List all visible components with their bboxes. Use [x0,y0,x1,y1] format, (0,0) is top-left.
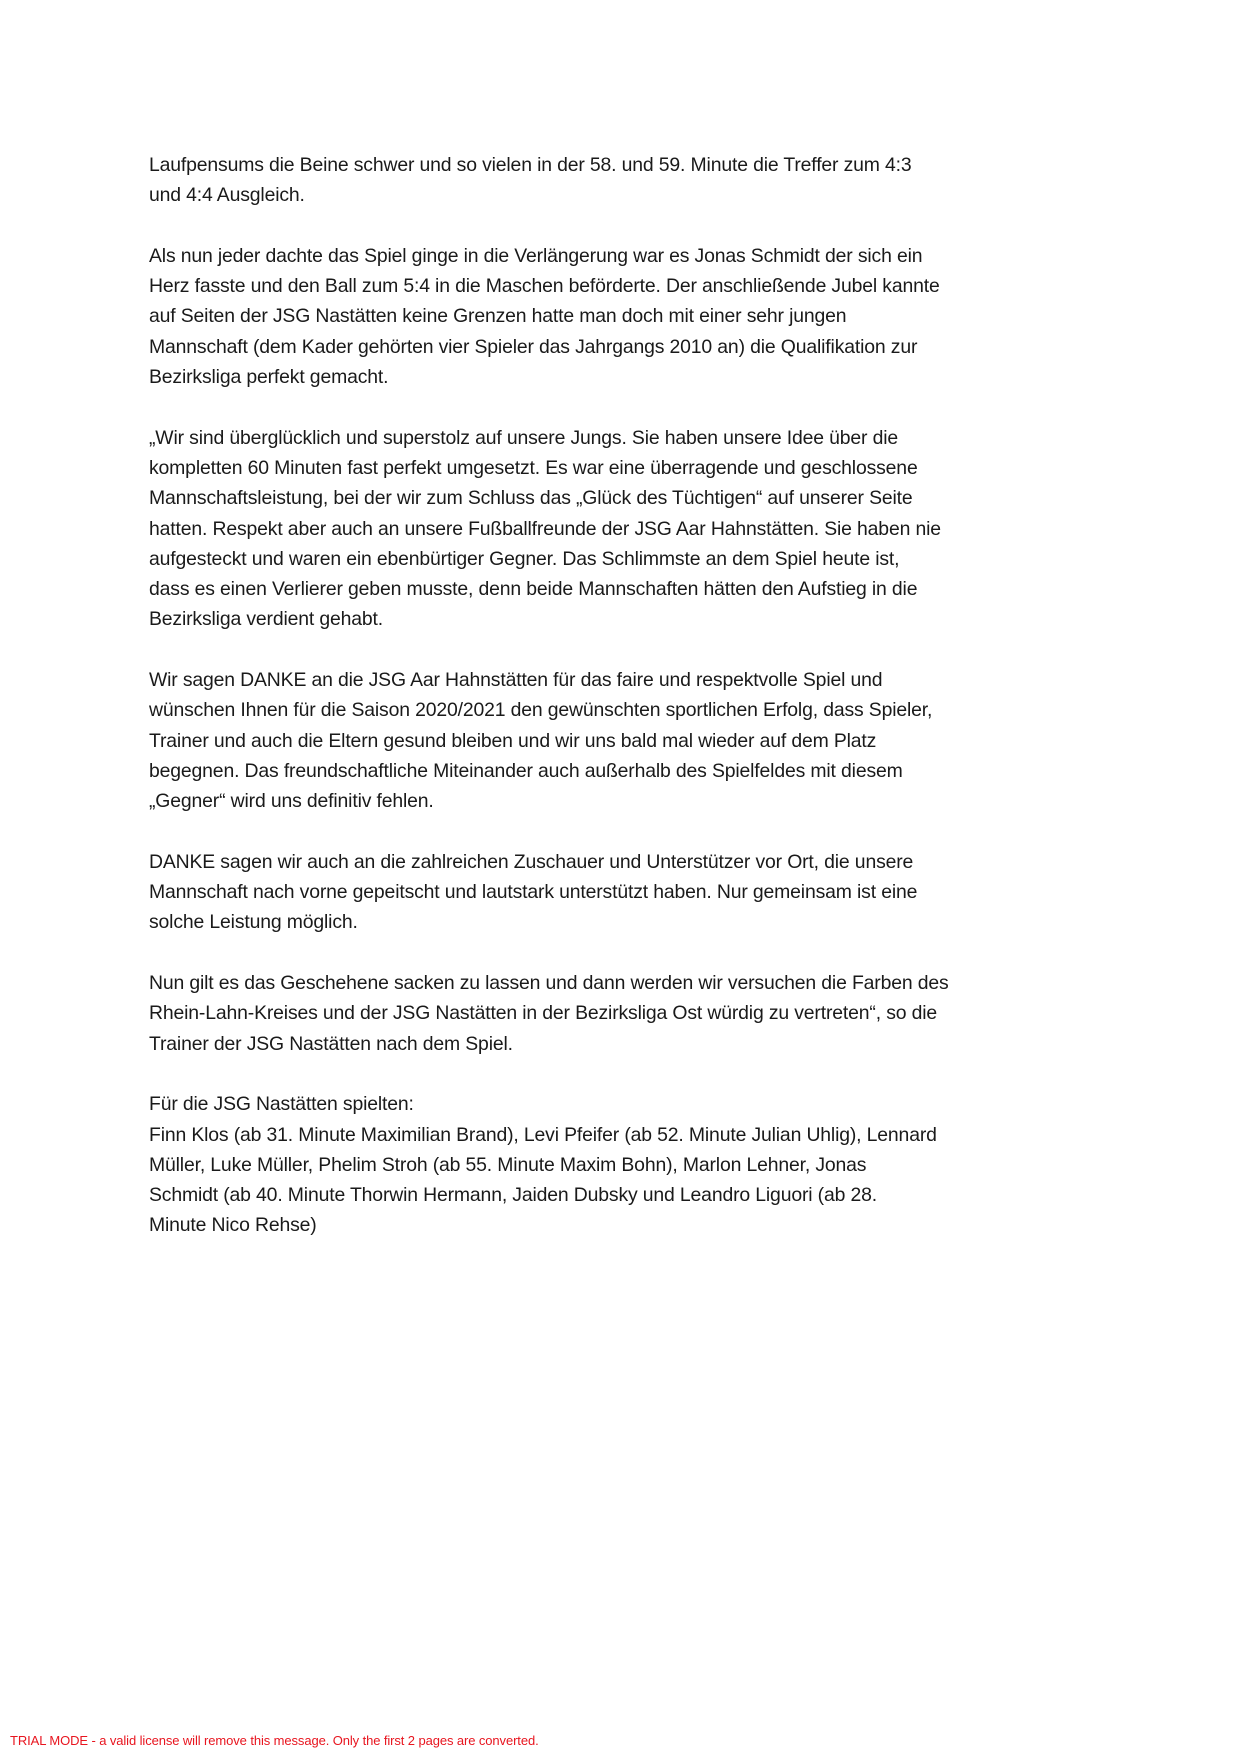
roster-line: Schmidt (ab 40. Minute Thorwin Hermann, Jaiden Dubsky und Leandro Liguori (ab 28. [149,1184,877,1207]
text-line: Trainer und auch die Eltern gesund bleiben und wir uns bald mal wieder auf dem Platz [149,729,877,752]
roster-heading: Für die JSG Nastätten spielten: [149,1093,414,1116]
paragraph-equalizer [149,150,1094,211]
text-line: Mannschaft (dem Kader gehörten vier Spieler das Jahrgangs 2010 an) die Qualifikation zur [149,335,918,358]
text-line: kompletten 60 Minuten fast perfekt umgesetzt. Es war eine überragende und geschlossene [149,456,918,479]
text-line: Mannschaft nach vorne gepeitscht und lautstark unterstützt haben. Nur gemeinsam ist eine [149,881,918,904]
text-line: dass es einen Verlierer geben musste, denn beide Mannschaften hätten den Aufstieg in die [149,578,918,601]
paragraph-outlook [149,968,1094,1059]
roster-line: Müller, Luke Müller, Phelim Stroh (ab 55. Minute Maxim Bohn), Marlon Lehner, Jonas [149,1153,867,1176]
roster-section [149,1089,1094,1240]
text-line: Trainer der JSG Nastätten nach dem Spiel. [149,1032,513,1055]
text-line: Bezirksliga perfekt gemacht. [149,366,389,389]
roster-line: Finn Klos (ab 31. Minute Maximilian Brand), Levi Pfeifer (ab 52. Minute Julian Uhlig), Lennard [149,1123,937,1146]
text-line: aufgesteckt und waren ein ebenbürtiger Gegner. Das Schlimmste an dem Spiel heute ist, [149,547,900,570]
roster-line: Minute Nico Rehse) [149,1214,317,1237]
paragraph-thanks-opponent [149,665,1094,816]
text-line: begegnen. Das freundschaftliche Miteinander auch außerhalb des Spielfeldes mit diesem [149,759,903,782]
text-line: wünschen Ihnen für die Saison 2020/2021 den gewünschten sportlichen Erfolg, dass Spieler, [149,699,933,722]
text-line: Bezirksliga verdient gehabt. [149,608,384,631]
text-line: und 4:4 Ausgleich. [149,184,305,207]
text-line: Als nun jeder dachte das Spiel ginge in die Verlängerung war es Jonas Schmidt der sich ein [149,244,923,267]
text-line: Laufpensums die Beine schwer und so vielen in der 58. und 59. Minute die Treffer zum 4:3 [149,154,912,176]
text-line: Wir sagen DANKE an die JSG Aar Hahnstätten für das faire und respektvolle Spiel und [149,669,883,692]
text-line: Herz fasste und den Ball zum 5:4 in die Maschen beförderte. Der anschließende Jubel kannte [149,275,940,298]
paragraph-winning-goal [149,241,1094,392]
text-line: auf Seiten der JSG Nastätten keine Grenzen hatte man doch mit einer sehr jungen [149,305,847,328]
trial-mode-watermark: TRIAL MODE - a valid license will remove this message. Only the first 2 pages are converted. [10,1733,539,1748]
paragraph-thanks-supporters [149,847,1094,938]
text-line: Rhein-Lahn-Kreises und der JSG Nastätten in der Bezirksliga Ost würdig zu vertreten“, so die [149,1002,938,1025]
text-line: „Wir sind überglücklich und superstolz auf unsere Jungs. Sie haben unsere Idee über die [149,426,899,449]
text-line: hatten. Respekt aber auch an unsere Fußballfreunde der JSG Aar Hahnstätten. Sie haben nie [149,517,941,540]
paragraph-coach-quote [149,423,1094,635]
article-body [149,150,1094,1241]
text-line: „Gegner“ wird uns definitiv fehlen. [149,790,434,813]
text-line: solche Leistung möglich. [149,911,358,934]
text-line: DANKE sagen wir auch an die zahlreichen Zuschauer und Unterstützer vor Ort, die unsere [149,850,914,873]
text-line: Nun gilt es das Geschehene sacken zu lassen und dann werden wir versuchen die Farben des [149,972,949,995]
text-line: Mannschaftsleistung, bei der wir zum Schluss das „Glück des Tüchtigen“ auf unserer Seite [149,487,913,510]
